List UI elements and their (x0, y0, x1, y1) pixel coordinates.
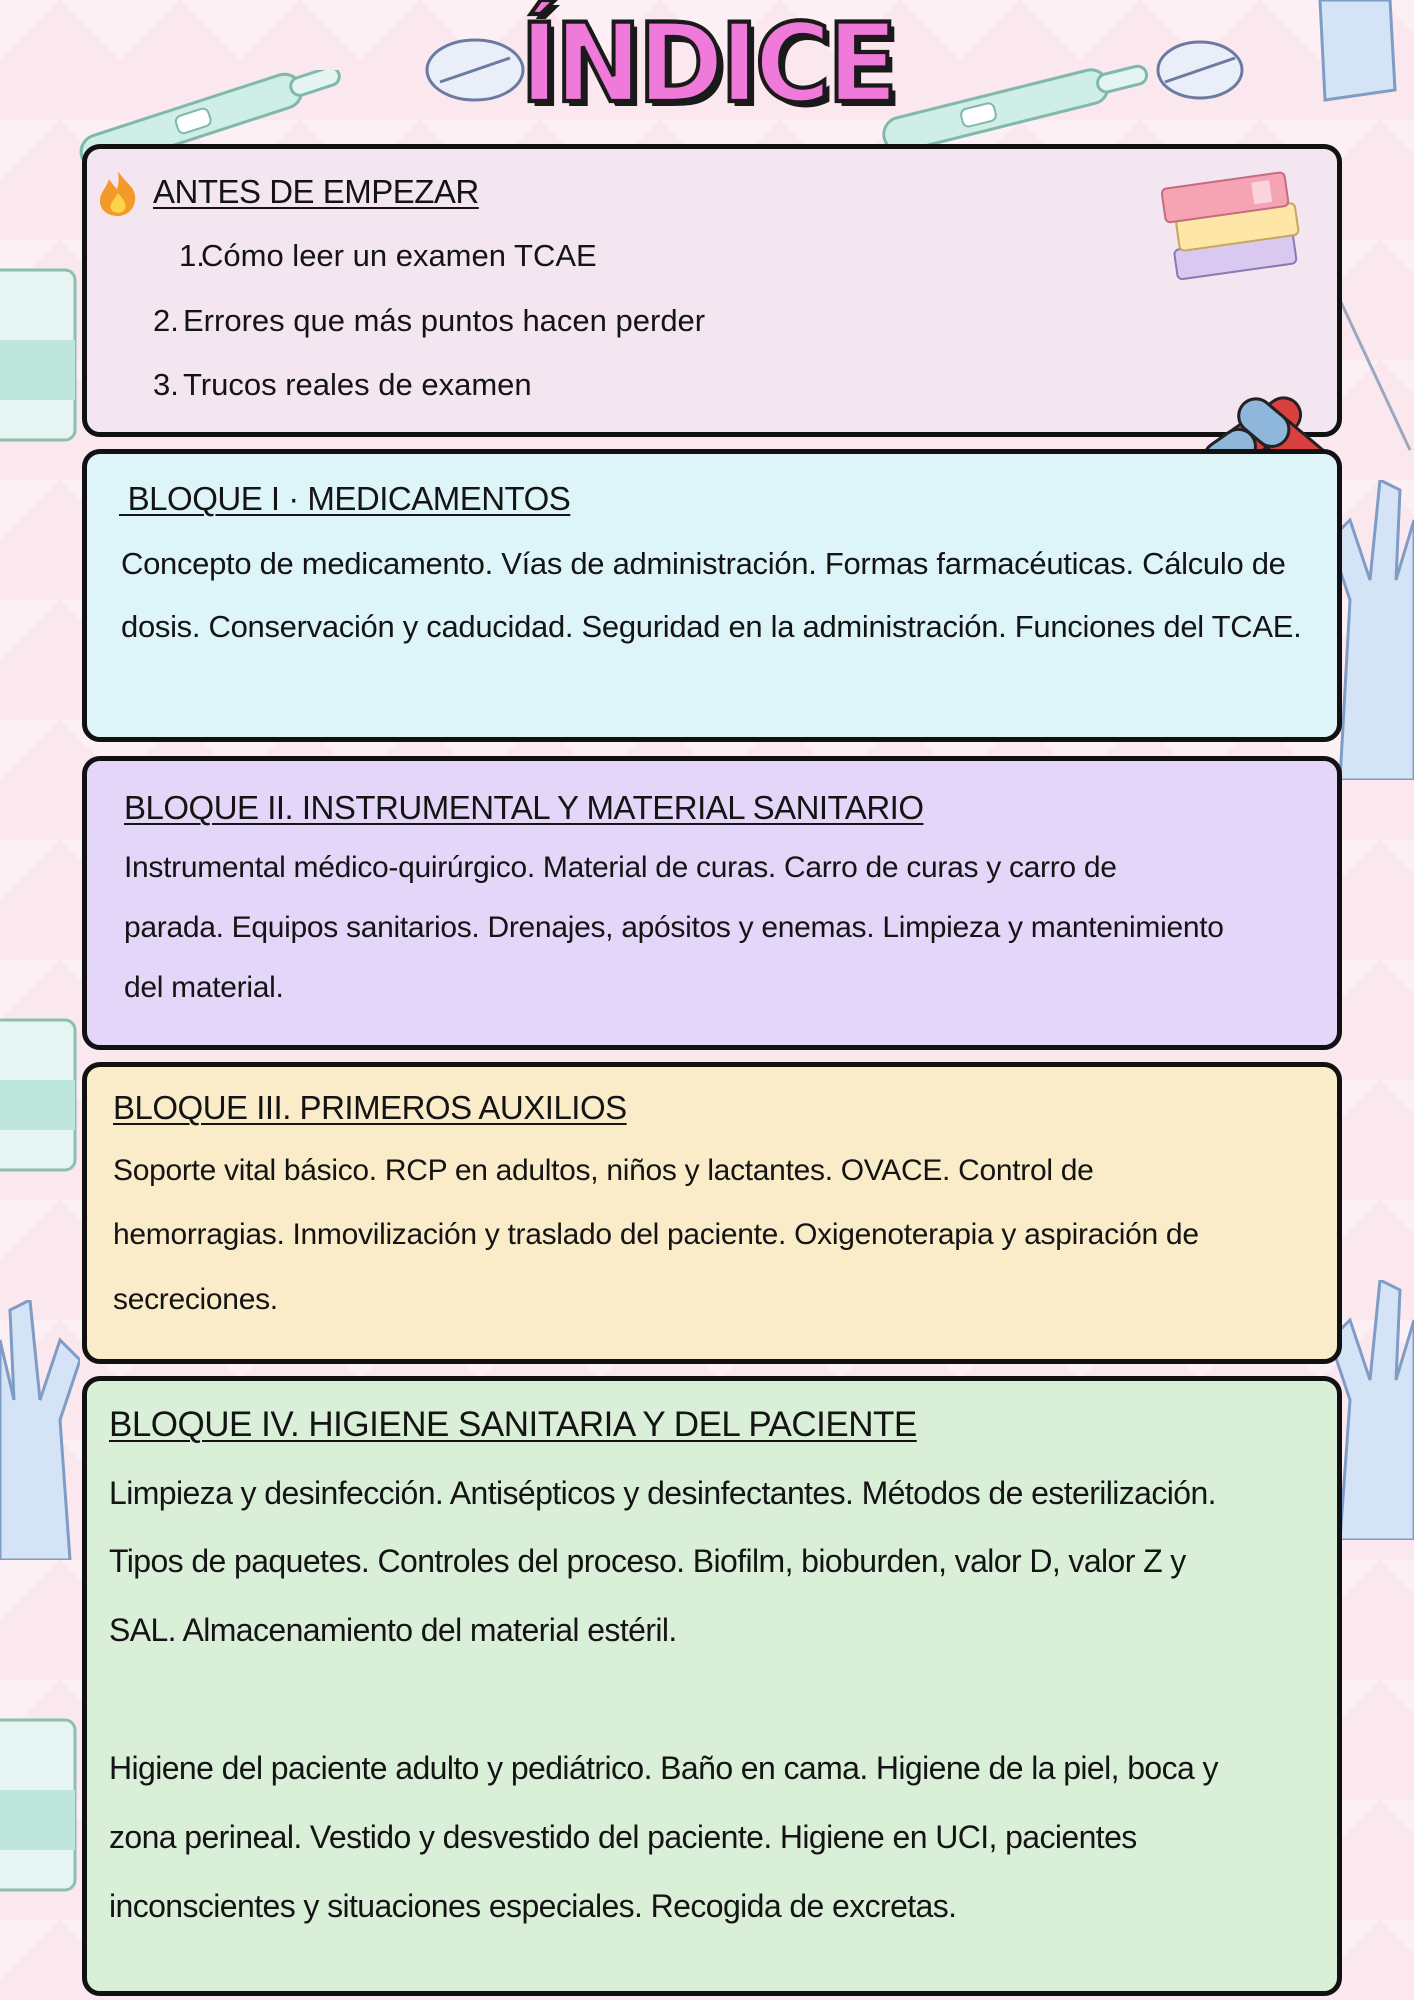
block-text-line: Limpieza y desinfección. Antisépticos y desinfectantes. Métodos de esterilización. (109, 1475, 1216, 1511)
intro-heading: ANTES DE EMPEZAR (153, 173, 479, 210)
list-text: Trucos reales de examen (183, 367, 532, 402)
block-text-line: hemorragias. Inmovilización y traslado del paciente. Oxigenoterapia y aspiración de (113, 1218, 1199, 1251)
list-number: 1. (179, 238, 205, 273)
list-text: Errores que más puntos hacen perder (183, 303, 706, 338)
glove-icon (1330, 1280, 1414, 1540)
block-text-line: secreciones. (113, 1283, 278, 1316)
block-card-4 (82, 1376, 1342, 1996)
list-item (153, 367, 532, 403)
list-number: 3. (153, 367, 179, 402)
block-text-line: Soporte vital básico. RCP en adultos, niños y lactantes. OVACE. Control de (113, 1154, 1094, 1187)
block-text-line: Instrumental médico-quirúrgico. Material de curas. Carro de curas y carro de (124, 851, 1117, 884)
block-text-line: Higiene del paciente adulto y pediátrico. Baño en cama. Higiene de la piel, boca y (109, 1750, 1218, 1786)
block-text-line: zona perineal. Vestido y desvestido del paciente. Higiene en UCI, pacientes (109, 1819, 1137, 1855)
block-heading: BLOQUE I · MEDICAMENTOS (119, 480, 571, 517)
block-text-line: inconscientes y situaciones especiales. Recogida de excretas. (109, 1888, 957, 1924)
fire-icon (95, 169, 141, 217)
syringe-icon (1340, 300, 1414, 460)
block-heading: BLOQUE III. PRIMEROS AUXILIOS (113, 1089, 627, 1126)
list-item (153, 303, 705, 339)
glove-icon (1330, 480, 1414, 780)
page-title: ÍNDICE (519, 0, 895, 128)
list-item (165, 238, 597, 274)
jar-icon (0, 250, 80, 450)
block-heading: BLOQUE II. INSTRUMENTAL Y MATERIAL SANITARIO (124, 789, 924, 826)
jar-icon (0, 1000, 80, 1180)
list-text: Cómo leer un examen TCAE (201, 238, 597, 273)
block-text-line: del material. (124, 971, 284, 1004)
glove-icon (0, 1300, 80, 1560)
block-text-line: parada. Equipos sanitarios. Drenajes, apósitos y enemas. Limpieza y mantenimiento (124, 911, 1224, 944)
block-heading: BLOQUE IV. HIGIENE SANITARIA Y DEL PACIENTE (109, 1405, 917, 1444)
books-icon (1157, 161, 1317, 289)
block-text-line: SAL. Almacenamiento del material estéril. (109, 1612, 677, 1648)
block-card-3 (82, 1062, 1342, 1364)
block-text-line: dosis. Conservación y caducidad. Seguridad en la administración. Funciones del TCAE. (121, 609, 1302, 644)
intro-card (82, 144, 1342, 437)
block-card-1 (82, 449, 1342, 742)
list-number: 2. (153, 303, 179, 338)
block-text-line: Concepto de medicamento. Vías de administración. Formas farmacéuticas. Cálculo de (121, 546, 1286, 581)
block-card-2 (82, 756, 1342, 1050)
block-text-line: Tipos de paquetes. Controles del proceso. Biofilm, bioburden, valor D, valor Z y (109, 1543, 1186, 1579)
jar-icon (0, 1700, 80, 1900)
